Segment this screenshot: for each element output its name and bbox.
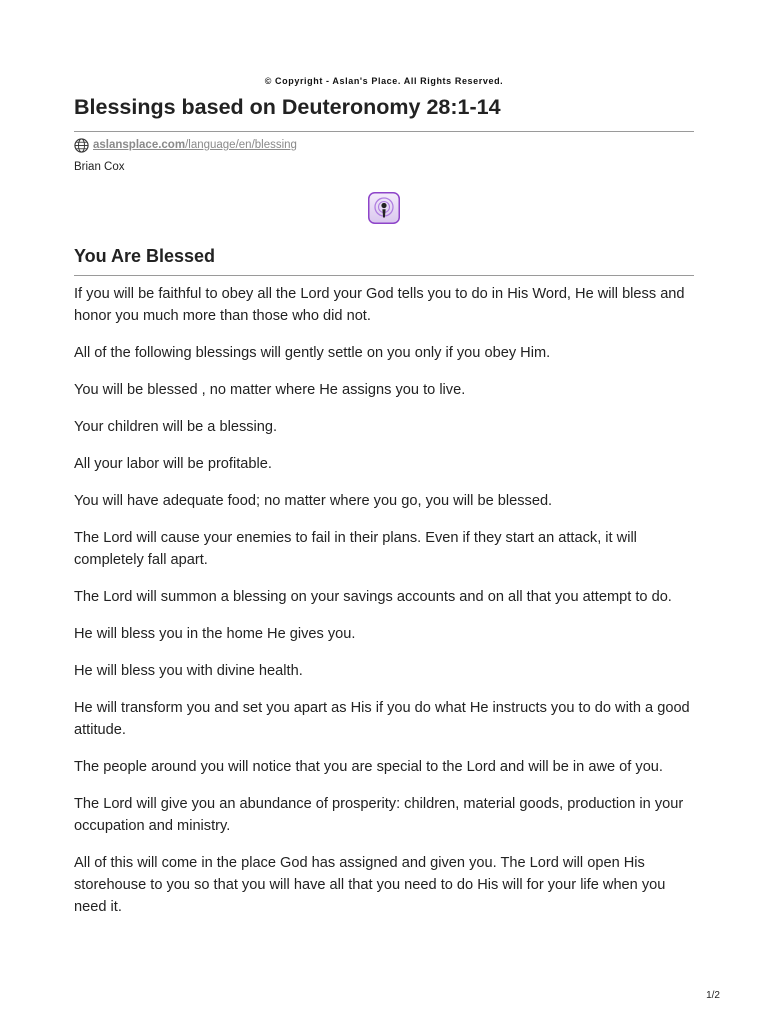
paragraph: He will transform you and set you apart as His if you do what He instructs you to do with a good attitude. <box>74 700 690 738</box>
paragraph: You will be blessed , no matter where He assigns you to live. <box>74 382 466 398</box>
paragraph: The Lord will summon a blessing on your savings accounts and on all that you attempt to do. <box>74 589 672 605</box>
source-domain[interactable]: aslansplace.com <box>93 139 186 151</box>
paragraph: You will have adequate food; no matter where you go, you will be blessed. <box>74 493 553 509</box>
article-body <box>74 283 698 933</box>
source-link[interactable] <box>74 137 297 153</box>
globe-icon <box>74 138 89 153</box>
title-divider <box>74 131 694 132</box>
copyright-notice: © Copyright - Aslan's Place. All Rights Reserved. <box>264 76 504 86</box>
paragraph: Your children will be a blessing. <box>74 419 278 435</box>
paragraph: All of the following blessings will gently settle on you only if you obey Him. <box>74 345 551 361</box>
paragraph: The Lord will give you an abundance of prosperity: children, material goods, production in your occupation and ministry. <box>74 796 684 834</box>
paragraph: The people around you will notice that you are special to the Lord and will be in awe of you. <box>74 759 663 775</box>
page-title: Blessings based on Deuteronomy 28:1-14 <box>74 95 501 119</box>
author-name: Brian Cox <box>74 161 125 173</box>
paragraph: All your labor will be profitable. <box>74 456 272 472</box>
paragraph: The Lord will cause your enemies to fail in their plans. Even if they start an attack, it will completely fall apart. <box>74 530 637 568</box>
source-path[interactable]: /language/en/blessing <box>185 139 297 151</box>
paragraph: He will bless you with divine health. <box>74 663 303 679</box>
paragraph: He will bless you in the home He gives you. <box>74 626 356 642</box>
paragraph: All of this will come in the place God has assigned and given you. The Lord will open His storehouse to you so that you will have all that you need to do His will for your life when you need it. <box>74 855 666 915</box>
page-number: 1/2 <box>706 990 720 1001</box>
paragraph: If you will be faithful to obey all the Lord your God tells you to do in His Word, He will bless and honor you much more than those who did not. <box>74 286 685 324</box>
podcast-icon[interactable] <box>368 192 400 224</box>
section-divider <box>74 275 694 276</box>
section-heading: You Are Blessed <box>74 246 216 266</box>
